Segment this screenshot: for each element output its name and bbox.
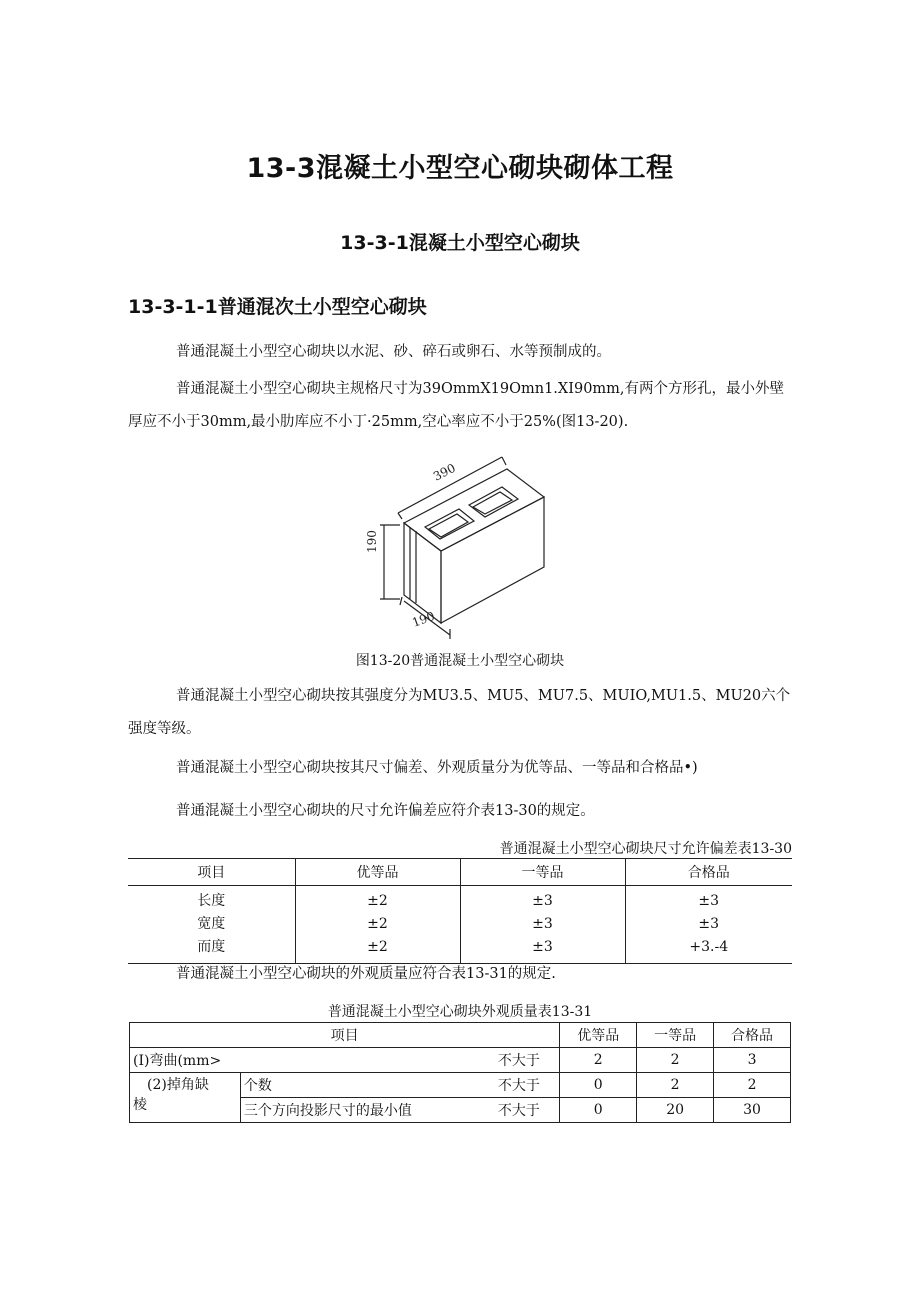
column-header: 优等品 [560,1023,637,1048]
hole-left [425,509,474,539]
column-header: 一等品 [637,1023,714,1048]
item-projection: 三个方向投影尺寸的最小值 [240,1098,495,1123]
grade-ok-cell [625,886,792,964]
column-header: 合格品 [625,859,792,886]
grade-a-cell [295,886,460,964]
item-length: 长度 [197,893,226,909]
paragraph-size: 普通混凝土小型空心砌块主规格尺寸为39OmmX19Omn1.XI90mm,有两个方形孔，最小外壁厚应不小于30mm,最小肋库应不小丁·25mm,空心率应不小于25%(图13-20). [128,381,785,430]
cell-value: ±3 [698,893,720,909]
cell-value: 2 [714,1073,791,1098]
cell-value: ±3 [532,916,553,932]
paragraph-intro: 普通混凝土小型空心砌块以水泥、砂、碎石或卵石、水等预制成的。 [176,344,611,360]
cell-value: 20 [637,1098,714,1123]
table-header-row [128,859,792,886]
item-group-corner-damage [130,1073,241,1123]
cell-value: ±3 [532,939,553,955]
cell-value: 2 [560,1048,637,1073]
hole-right [469,487,518,517]
table2-caption: 普通混凝土小型空心砌块外观质量表13-31 [327,1004,593,1020]
grade-1-cell [460,886,625,964]
limit-label: 不大于 [495,1073,560,1098]
column-header: 项目 [130,1023,560,1048]
subsection-title: 13-3-1混凝土小型空心砌块 [340,232,580,254]
section-title: 13-3混凝土小型空心砌块砌体工程 [246,153,674,184]
dim-label-length: 390 [431,460,458,484]
cell-value: ±2 [367,916,388,932]
cell-value: 0 [560,1073,637,1098]
cell-value: 0 [560,1098,637,1123]
item-count: 个数 [240,1073,495,1098]
table-row [130,1048,791,1073]
paragraph-appearance: 普通混凝土小型空心砌块的外观质量应符合表13-31的规定. [176,966,556,982]
group-label: (2)掉角缺 [147,1077,209,1093]
limit-label: 不大于 [495,1098,560,1123]
appearance-table [129,1022,791,1123]
paragraph-grade: 普通混凝土小型空心砌块按其尺寸偏差、外观质量分为优等品、一等品和合格品•) [176,760,698,776]
column-header: 一等品 [460,859,625,886]
dim-label-height: 190 [365,530,379,553]
cell-value: ±2 [367,893,388,909]
table-body-row [128,886,792,964]
figure-caption: 图13-20普通混凝土小型空心砌块 [355,653,565,669]
cell-value: ±2 [367,939,388,955]
paragraph-strength: 普通混凝土小型空心砌块按其强度分为MU3.5、MU5、MU7.5、MUIO,MU1.5、MU20六个强度等级。 [128,688,791,737]
column-header: 合格品 [714,1023,791,1048]
item-height: 而度 [197,939,226,955]
cell-value: ±3 [698,916,720,932]
group-label-cont: 棱 [133,1097,147,1113]
hollow-block-figure [362,455,562,641]
item-width: 宽度 [197,916,226,932]
dim-label-width: 190 [410,608,437,630]
cell-value: 2 [637,1073,714,1098]
paragraph-tolerance: 普通混凝土小型空心砌块的尺寸允许偏差应符介表13-30的规定。 [176,803,595,819]
table1-caption: 普通混凝土小型空心砌块尺寸允许偏差表13-30 [499,841,792,857]
cell-value: 30 [714,1098,791,1123]
block-side-face [441,497,544,623]
table-header-row [130,1023,791,1048]
cell-value: 2 [637,1048,714,1073]
item-bending: (I)弯曲(mm> [130,1048,495,1073]
table-row [130,1073,791,1098]
cell-value: 3 [714,1048,791,1073]
limit-label: 不大于 [495,1048,560,1073]
subsubsection-title: 13-3-1-1普通混次土小型空心砌块 [128,296,427,318]
item-cell [128,886,295,964]
column-header: 项目 [128,859,295,886]
tolerance-table [128,858,792,964]
cell-value: +3.-4 [689,939,729,955]
cell-value: ±3 [532,893,553,909]
column-header: 优等品 [295,859,460,886]
